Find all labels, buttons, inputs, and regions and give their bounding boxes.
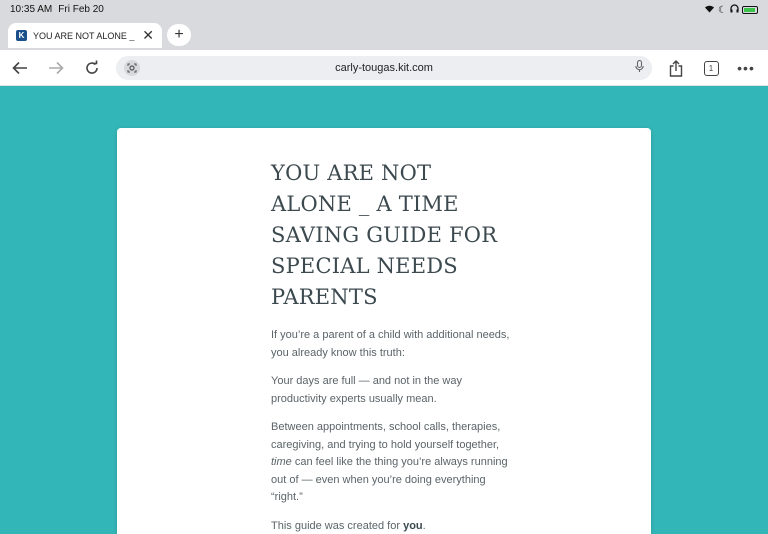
- address-bar[interactable]: [116, 56, 652, 80]
- paragraph-1: If you’re a parent of a child with additional needs, you already know this truth:: [271, 329, 510, 359]
- paragraph-4-start: This guide was created for: [271, 519, 404, 532]
- paragraph-4: [271, 518, 511, 534]
- moon-icon: ☾: [718, 4, 727, 16]
- close-icon[interactable]: ✕: [142, 27, 154, 43]
- page-title: YOU ARE NOT ALONE _ A TIME SAVING GUIDE FOR SPECIAL NEEDS PARENTS: [271, 161, 498, 309]
- paragraph-3-end: can feel like the thing you’re always running out of — even when you’re doing everything “right.”: [271, 456, 508, 503]
- tab-active[interactable]: [8, 23, 162, 48]
- wifi-icon: [704, 4, 715, 16]
- emphasis-you: you: [403, 519, 423, 532]
- paragraph-3: [271, 419, 511, 507]
- more-options-icon[interactable]: •••: [737, 60, 755, 76]
- paragraph-3-start: Between appointments, school calls, therapies, caregiving, and trying to hold yourself together,: [271, 421, 501, 451]
- url-text[interactable]: carly-tougas.kit.com: [335, 62, 433, 74]
- tab-bar: [0, 20, 768, 50]
- tabs-overview-button[interactable]: [702, 57, 720, 79]
- microphone-icon[interactable]: [635, 60, 644, 76]
- new-tab-button[interactable]: +: [167, 24, 191, 46]
- reload-icon[interactable]: [81, 57, 103, 79]
- forward-arrow-icon[interactable]: [45, 57, 67, 79]
- status-date: Fri Feb 20: [58, 4, 104, 15]
- share-icon[interactable]: [666, 57, 686, 79]
- browser-toolbar: [0, 50, 768, 86]
- tabs-count: 1: [704, 61, 719, 76]
- status-time: 10:35 AM: [10, 4, 53, 15]
- paragraph-2: Your days are full — and not in the way productivity experts usually mean.: [271, 375, 462, 405]
- status-bar: [0, 0, 768, 20]
- battery-icon: [742, 6, 758, 14]
- back-arrow-icon[interactable]: [9, 57, 31, 79]
- paragraph-4-end: .: [422, 519, 426, 532]
- kit-logo-icon: K: [16, 30, 27, 41]
- page-background: [0, 86, 768, 534]
- tab-title: YOU ARE NOT ALONE _: [33, 30, 135, 41]
- article-card: [117, 128, 651, 534]
- emphasis-time: time: [271, 456, 292, 468]
- article-content: [271, 158, 511, 534]
- headphones-icon: [730, 4, 739, 16]
